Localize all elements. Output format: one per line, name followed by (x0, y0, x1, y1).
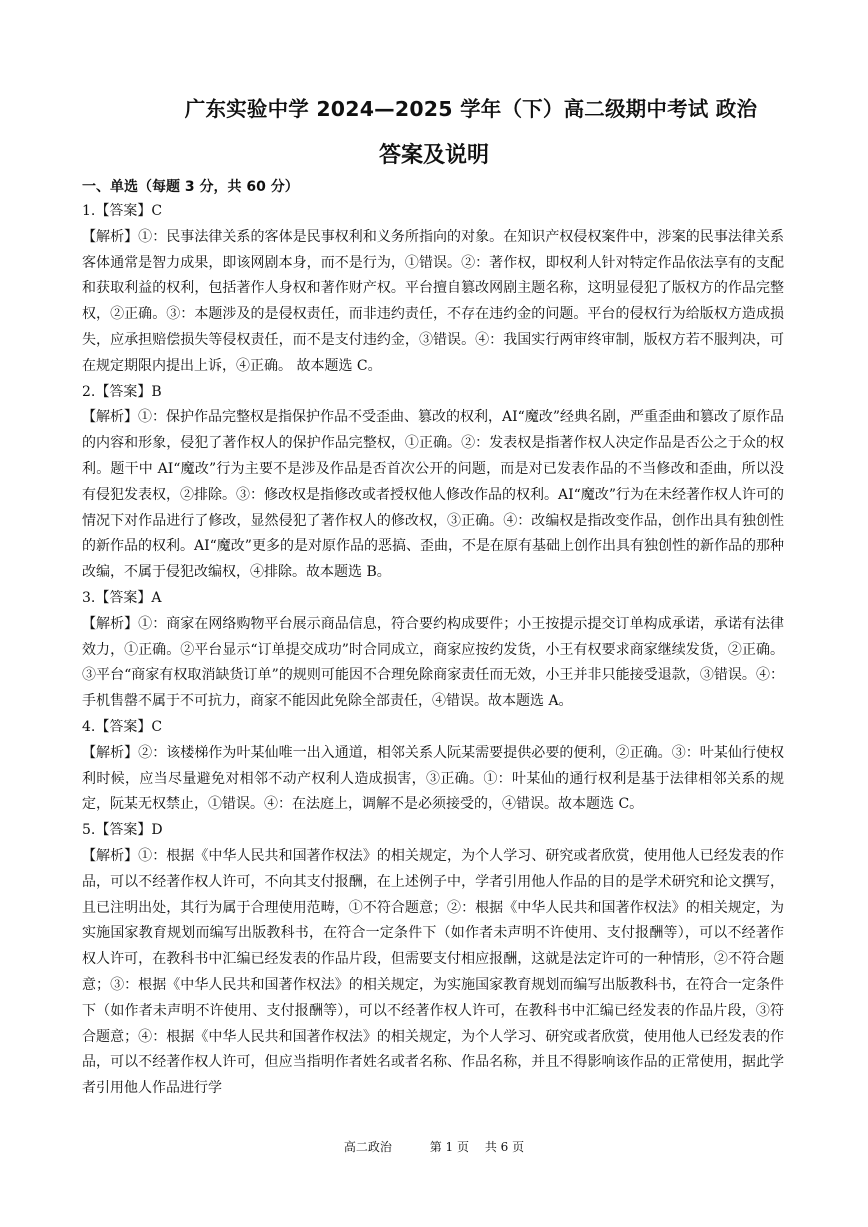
answer-5-label: 5.【答案】D (82, 822, 163, 839)
answer-1-label: 1.【答案】C (82, 203, 163, 219)
section-heading: 一、单选（每题 3 分，共 60 分） (82, 179, 299, 195)
answer-list (82, 199, 784, 1102)
document-subtitle: 答案及说明 (378, 143, 489, 168)
answer-3-analysis: 【解析】①：商家在网络购物平台展示商品信息，符合要约构成要件；小王按提示提交订单构成承诺，承诺有法律效力，①正确。②平台显示“订单提交成功”时合同成立，商家应按约发货，小王有权要求商家继续发货，②正确。③平台“商家有权取消缺货订单”的规则可能因不合理免除商家责任而无效，小王并非只能接受退款，③错误。④：手机售罄不属于不可抗力，商家不能因此免除全部责任，④错误。故本题选 A。 (82, 615, 784, 710)
document-title (0, 92, 868, 122)
answer-5-analysis: 【解析】①：根据《中华人民共和国著作权法》的相关规定，为个人学习、研究或者欣赏，使用他人已经发表的作品，可以不经著作权人许可，不向其支付报酬，在上述例子中，学者引用他人作品的目的是学术研究和论文撰写，且已注明出处，其行为属于合理使用范畴，①不符合题意；②：根据《中华人民共和国著作权法》的相关规定，为实施国家教育规划而编写出版教科书，在符合一定条件下（如作者未声明不许使用、支付报酬等），可以不经著作权人许可，在教科书中汇编已经发表的作品片段，但需要支付相应报酬，这就是法定许可的一种情形，②不符合题意；③：根据《中华人民共和国著作权法》的相关规定，为实施国家教育规划而编写出版教科书，在符合一定条件下（如作者未声明不许使用、支付报酬等），可以不经著作权人许可，在教科书中汇编已经发表的作品片段，③符合题意；④：根据《中华人民共和国著作权法》的相关规定，为个人学习、研究或者欣赏，使用他人已经发表的作品，可以不经著作权人许可，但应当指明作者姓名或者名称、作品名称，并且不得影响该作品的正常使用，据此学者引用他人作品进行学 (82, 847, 784, 1097)
page-footer (0, 1138, 868, 1155)
footer-page-number: 第 1 页 (429, 1140, 469, 1154)
answer-3-label: 3.【答案】A (82, 589, 162, 606)
answer-2-label: 2.【答案】B (82, 383, 162, 400)
footer-subject: 高二政治 (343, 1140, 392, 1154)
answer-4-label: 4.【答案】C (82, 718, 163, 735)
footer-total-pages: 共 6 页 (484, 1140, 525, 1154)
answer-1-analysis: 【解析】①：民事法律关系的客体是民事权利和义务所指向的对象。在知识产权侵权案件中，涉案的民事法律关系客体通常是智力成果，即该网剧本身，而不是行为，①错误。②：著作权，即权利人针对特定作品依法享有的支配和获取利益的权利，包括著作人身权和著作财产权。平台擅自篡改网剧主题名称，这明显侵犯了版权方的作品完整权，②正确。③：本题涉及的是侵权责任，而非违约责任，不存在违约金的问题。平台的侵权行为给版权方造成损失，应承担赔偿损失等侵权责任，而不是支付违约金，③错误。④：我国实行两审终审制，版权方若不服判决，可在规定期限内提出上诉，④正确。 故本题选 C。 (82, 228, 784, 374)
answer-4-analysis: 【解析】②：该楼梯作为叶某仙唯一出入通道，相邻关系人阮某需要提供必要的便利，②正确。③：叶某仙行使权利时候，应当尽量避免对相邻不动产权利人造成损害，③正确。①：叶某仙的通行权利是基于法律相邻关系的规定，阮某无权禁止，①错误。④：在法庭上，调解不是必须接受的，④错误。故本题选 C。 (82, 744, 784, 813)
answer-2-analysis: 【解析】①：保护作品完整权是指保护作品不受歪曲、篡改的权利，AI“魔改”经典名剧，严重歪曲和篡改了原作品的内容和形象，侵犯了著作权人的保护作品完整权，①正确。②：发表权是指著作权人决定作品是否公之于众的权利。题干中 AI“魔改”行为主要不是涉及作品是否首次公开的问题，而是对已发表作品的不当修改和歪曲，所以没有侵犯发表权，②排除。③：修改权是指修改或者授权他人修改作品的权利。AI“魔改”行为在未经著作权人许可的情况下对作品进行了修改，显然侵犯了著作权人的修改权，③正确。④：改编权是指改变作品，创作出具有独创性的新作品的权利。AI“魔改”更多的是对原作品的恶搞、歪曲，不是在原有基础上创作出具有独创性的新作品的那种改编，不属于侵犯改编权，④排除。故本题选 B。 (82, 409, 784, 581)
title-text: 广东实验中学 2024—2025 学年（下）高二级期中考试 政治 (184, 97, 758, 121)
